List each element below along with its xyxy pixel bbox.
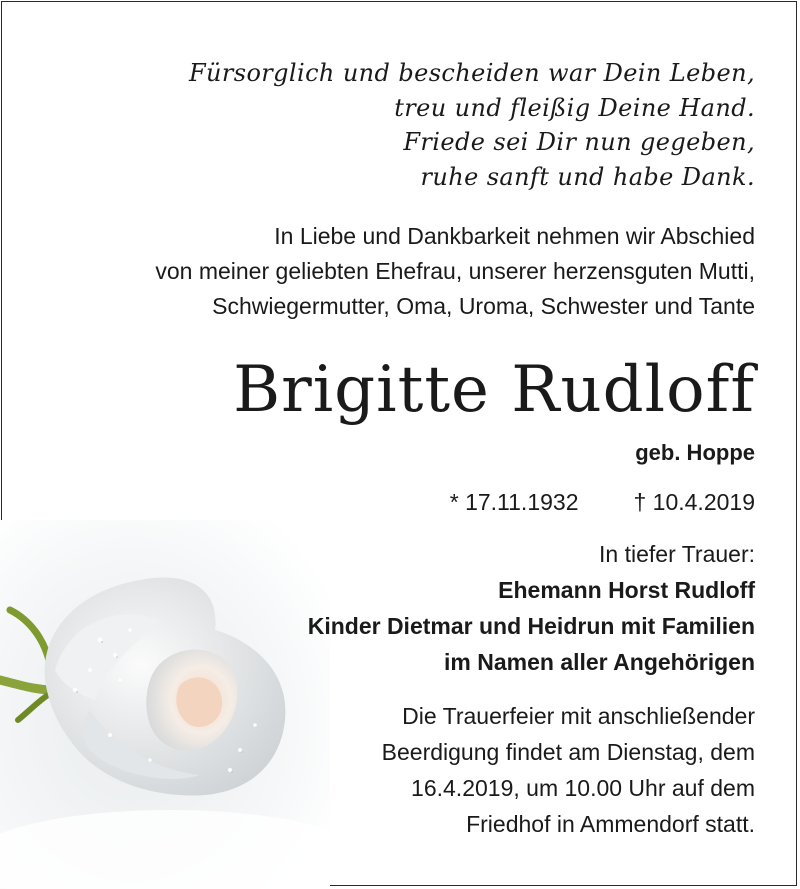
life-dates [450,485,755,519]
mourners-heading: In tiefer Trauer: [599,541,755,567]
white-rose-image [0,520,330,889]
mourner-name: Kinder Dietmar und Heidrun mit Familien [307,613,755,639]
poem-line: Fürsorglich und bescheiden war Dein Leben, [188,59,755,87]
poem-line: treu und fleißig Deine Hand. [394,93,755,122]
intro-line: Schwiegermutter, Oma, Uroma, Schwester und Tante [212,293,755,319]
poem-line: Friede sei Dir nun gegeben, [403,128,755,156]
funeral-line: 16.4.2019, um 10.00 Uhr auf dem [411,775,755,801]
mourners-block [308,536,755,680]
funeral-details [382,698,755,842]
farewell-intro [155,219,755,324]
death-date: † 10.4.2019 [633,489,755,515]
mourner-name: Ehemann Horst Rudloff [498,577,755,603]
intro-line: In Liebe und Dankbarkeit nehmen wir Abschied [274,223,755,249]
maiden-name: geb. Hoppe [635,440,755,465]
funeral-line: Beerdigung findet am Dienstag, dem [381,739,755,765]
memorial-poem [189,56,755,194]
funeral-line: Die Trauerfeier mit anschließender [402,703,755,729]
mourner-name: im Namen aller Angehörigen [444,649,755,675]
intro-line: von meiner geliebten Ehefrau, unserer herzensguten Mutti, [155,258,755,284]
funeral-line: Friedhof in Ammendorf statt. [466,811,755,837]
birth-date: * 17.11.1932 [449,489,579,515]
deceased-name: Brigitte Rudloff [233,353,755,427]
poem-line: ruhe sanft und habe Dank. [420,162,755,191]
